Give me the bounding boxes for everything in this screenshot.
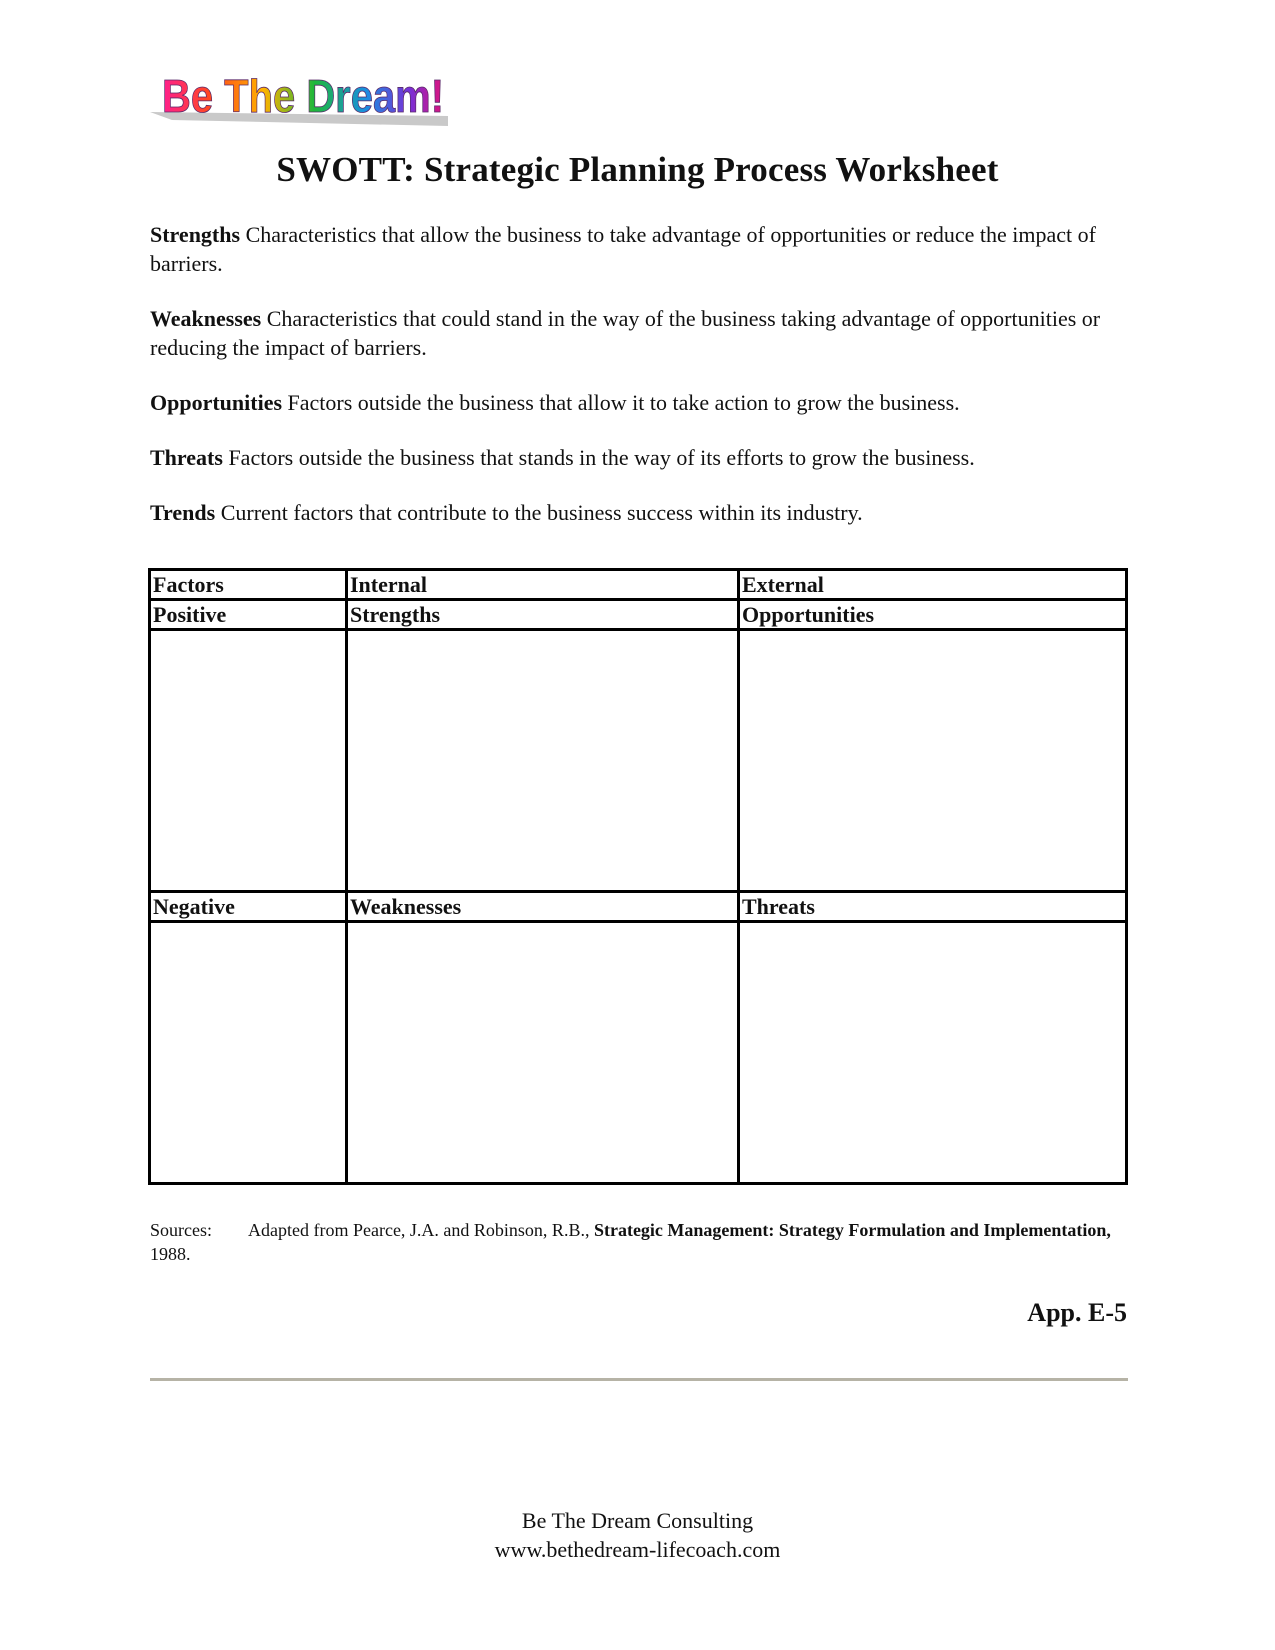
cell-weaknesses-entry[interactable] [347,922,739,1184]
label-weaknesses: Weaknesses [347,892,739,922]
label-opportunities: Opportunities [739,600,1127,630]
cell-negative-entry [150,922,347,1184]
cell-threats-entry[interactable] [739,922,1127,1184]
table-row-positive-labels [150,600,1127,630]
horizontal-divider [150,1378,1128,1381]
definition-trends [150,498,1140,527]
definitions [150,220,1140,553]
definition-text: Characteristics that allow the business to take advantage of opportunities or reduce the impact of barriers. [150,222,1096,276]
definition-term: Threats [150,445,223,470]
table-row-positive-entries [150,630,1127,892]
sources-year: 1988. [150,1244,191,1264]
definition-term: Weaknesses [150,306,262,331]
header-factors: Factors [150,570,347,600]
header-internal: Internal [347,570,739,600]
definition-text: Current factors that contribute to the business success within its industry. [220,500,863,525]
definition-term: Trends [150,500,216,525]
table-row-negative-entries [150,922,1127,1184]
definition-opportunities [150,388,1140,417]
definition-text: Characteristics that could stand in the way of the business taking advantage of opportunities or reducing the impact of barriers. [150,306,1101,360]
sources-prefix: Adapted from Pearce, J.A. and Robinson, R.B., [248,1220,590,1240]
label-strengths: Strengths [347,600,739,630]
definition-strengths [150,220,1140,278]
table-row-header [150,570,1127,600]
definition-weaknesses [150,304,1140,362]
swot-table [148,568,1128,1185]
definition-threats [150,443,1140,472]
sources-work-title: Strategic Management: Strategy Formulation and Implementation, [593,1220,1111,1240]
label-threats: Threats [739,892,1127,922]
cell-strengths-entry[interactable] [347,630,739,892]
sources-note [150,1218,1130,1266]
cell-opportunities-entry[interactable] [739,630,1127,892]
cell-positive-entry [150,630,347,892]
definition-term: Opportunities [150,390,283,415]
logo-text: Be The Dream! [162,70,444,122]
definition-text: Factors outside the business that allow it to take action to grow the business. [287,390,960,415]
table-row-negative-labels [150,892,1127,922]
label-negative: Negative [150,892,347,922]
definition-text: Factors outside the business that stands in the way of its efforts to grow the business. [228,445,975,470]
footer [0,1506,1275,1564]
definition-term: Strengths [150,222,241,247]
appendix-reference: App. E-5 [1027,1298,1127,1327]
footer-company: Be The Dream Consulting [521,1508,754,1533]
label-positive: Positive [150,600,347,630]
footer-website[interactable]: www.bethedream-lifecoach.com [494,1537,781,1562]
sources-label: Sources: [150,1220,212,1240]
header-external: External [739,570,1127,600]
page-title: SWOTT: Strategic Planning Process Worksheet [276,150,999,189]
logo [148,68,448,130]
